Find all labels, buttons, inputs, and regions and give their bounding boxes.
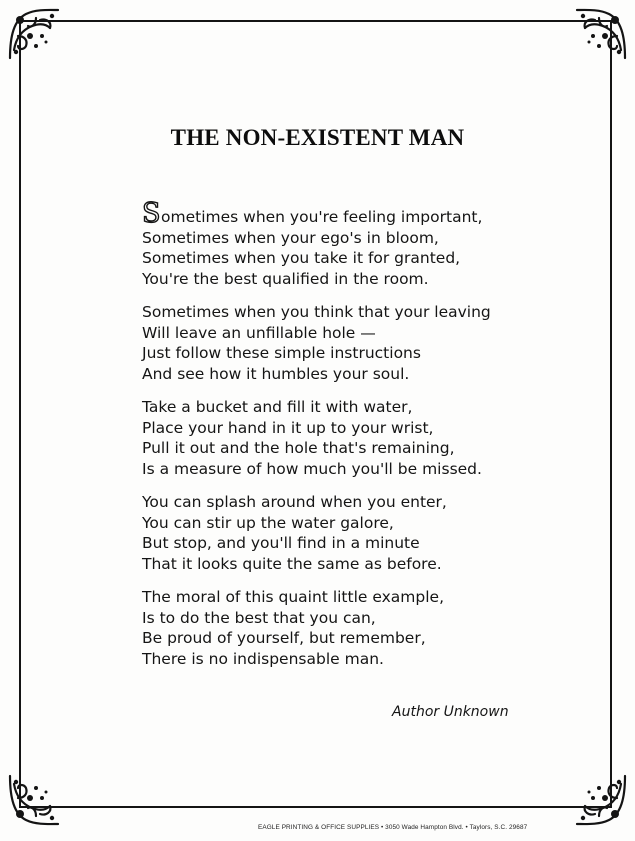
poem-line: And see how it humbles your soul. [142, 364, 410, 383]
poem-line: Will leave an unfillable hole — [142, 323, 376, 342]
poem-line: Be proud of yourself, but remember, [142, 629, 426, 647]
poem-line: But stop, and you'll find in a minute [142, 534, 420, 552]
poem-line-text: ometimes when you're feeling important, [161, 208, 483, 226]
poem-line: Is to do the best that you can, [142, 608, 376, 627]
poem-line: Sometimes when your ego's in bloom, [142, 228, 439, 247]
poem-line: That it looks quite the same as before. [142, 554, 442, 573]
corner-ornament-bottom-left-icon [6, 772, 62, 828]
poem-line: Sometimes when you think that your leaving [142, 303, 491, 321]
stanza-2 [142, 302, 542, 384]
poem-line: You can splash around when you enter, [142, 493, 447, 511]
poem-body [142, 198, 542, 682]
poem-line: Is a measure of how much you'll be missed. [142, 459, 482, 478]
stanza-1 [142, 198, 542, 289]
corner-ornament-top-right-icon [573, 6, 629, 62]
poem-line: You can stir up the water galore, [142, 513, 394, 532]
stanza-3 [142, 397, 542, 479]
poem-line: The moral of this quaint little example, [142, 588, 444, 606]
drop-cap: S [142, 198, 161, 229]
poem-line: You're the best qualified in the room. [142, 269, 429, 288]
printer-footer: EAGLE PRINTING & OFFICE SUPPLIES • 3050 Wade Hampton Blvd. • Taylors, S.C. 29687 [258, 824, 528, 831]
poem-title: THE NON-EXISTENT MAN [170, 125, 465, 150]
author-credit: Author Unknown [392, 704, 509, 720]
poem-line: Take a bucket and fill it with water, [142, 398, 413, 416]
corner-ornament-bottom-right-icon [573, 772, 629, 828]
poem-line [142, 198, 542, 229]
poem-line: There is no indispensable man. [142, 649, 384, 668]
corner-ornament-top-left-icon [6, 6, 62, 62]
poem-line: Sometimes when you take it for granted, [142, 249, 461, 267]
stanza-5 [142, 587, 542, 669]
poem-line: Place your hand in it up to your wrist, [142, 418, 434, 437]
poem-line: Pull it out and the hole that's remaining, [142, 439, 455, 457]
poem-line: Just follow these simple instructions [142, 344, 421, 362]
stanza-4 [142, 492, 542, 574]
